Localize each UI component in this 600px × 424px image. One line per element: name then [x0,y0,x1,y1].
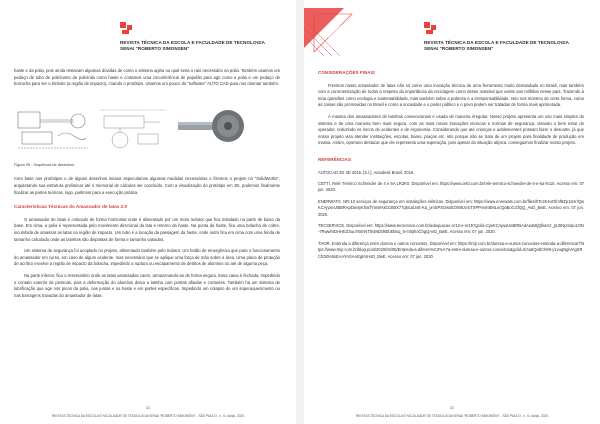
reference-item: ENERWATS. NR-10 serviços de segurança em instalações elétricas. Disponível em: https://www.enerwats.com.br/files/hTc2K4oOfrnf9Zp1sHr/QwKCAjyxeUt5BRApDw4yKfrarfYmWAkO1IBtX77qNcaUvE-Ka_ymSPSOwsEOW6zeSTXPPvvmBMLncQaBoCGfQQ_AvD_BwE. Acesso em: 07 jun. 2020. [318,198,584,217]
senai-logo-icon [120,22,136,38]
header-title-line-1: REVISTA TÉCNICA DA ESCOLA E FACULDADE DE TECNOLOGIA [120,40,265,45]
page-number: 32 [450,406,454,410]
reference-item: CETTI. Relé Térmico Schneider de 4 e 6A LR2K0. Disponível em: https://www.cetti.com.br/rele-termico-schneider-de-4-e-6a-lrx10. Acesso em: 07 jun. 2020. [318,180,584,193]
paragraph: Com base nos protótipos e de alguns desenhos iniciais especulamos algumas medidas necessárias e fizemos o projeto no "SolidWorks", arquitetando sua estrutura preliminar até o memorial de cálculos ser concluído. Com a visualização do protótipo em 3D, podemos finalmente finalizar as partes teóricas, logo, partimos para a execução prática. [14,176,280,195]
left-page [0,0,296,424]
figure-caption: Figura 05 - Sequência de desenhos. [14,162,76,167]
footer-text: REVISTA TÉCNICA DA ESCOLA E FACULDADE DE TECNOLOGIA SENAI "ROBERTO SIMONSEN" - SÃO PAULO - n. 5, out/jul. 2020 [52,414,244,418]
paragraph: Na parte inferior, fica o reservatório onde as latas amassadas caem, armazenando-as de forma segura. Essa caixa é fechada, impedindo o contato exterior de pessoas, pois a deformação do alumínio deixa a latinha com pontas afiadas e cortantes. Também há um sistema de lubrificação que age nos pinos da polia, nas juntas e na haste e em partes específicas. Impedindo um colapso de um superaquecimento ou nas barragens travadas do amassador de latas. [14,272,280,298]
page-footer [304,406,600,418]
paragraph: Fizemos nosso amassador de latas não só como uma inovação técnica de uma ferramenta muito demandada no Brasil, mas também com a conscientização de todos a respeito da importância da reciclagem como desse material que existe aos milhões nesse país. Trazendo à tona questões como ecologia e sustentabilidade, mas também sobre a pobreza e a irresponsabilidade. Isso nos mostrou de certa forma, como as coisas são promovidas no Brasil e como a sociedade e o poder público e o povo podem ser tratadas de forma mais aprimorada. [318,82,584,108]
paragraph: A maioria dos amassadores de latinhas convencionais é usada de maneira irregular. Nosso projeto apresenta um uso mais simples do sistema e de uma maneira bem mais segura, com as mais novas inovações técnicas e normas de segurança, visando o bem estar do operador, reduzindo os riscos de acidentes e de ergonomia. Considerando que até crianças e adolescentes possam fazer o descarte, já que nosso projeto visa atender instituições, escolas, bares, praças etc. isto porque não se trata de um projeto para finalidade de produção em massa. Assim, oportuno destacar que ele representa uma superação, pois apesar da situação atípica, conseguimos finalizar nosso projeto. [318,113,584,146]
page-header [424,22,584,51]
header-title-line-2: SENAI "ROBERTO SIMONSEN" [424,45,494,51]
reference-list [318,170,584,260]
senai-logo-icon [424,22,440,38]
cad-drawing-figure [98,102,168,154]
footer-text: REVISTA TÉCNICA DA ESCOLA E FACULDADE DE TECNOLOGIA SENAI "ROBERTO SIMONSEN" - SÃO PAULO - n. 5, out/jul. 2020 [356,414,548,418]
reference-item: TECSERVICE. Disponível em: https://www.tecservice.com.br/adequacao-nr12-e-nr15?gclid=CjwKCAjwxUeBRBAdAeaWjQlkaHJ_pU5Npm/pu1ON-7RwwhrDHHEZSuuYBmNTtIi4ND0kEbEBsq_6-m0jIhoChgQAvD_BwE. Acesso em: 07 jun. 2020. [318,222,584,235]
header-title-line-2: SENAI "ROBERTO SIMONSEN" [120,45,190,51]
sketch-drawing-figure [14,102,92,154]
page-number: 31 [146,406,150,410]
paragraph: O amassador de latas é colocado de forma horizontal onde é alimentado por um moto redutor que fica instalado na parte de baixo da base. Em cima, a polia é representada pelo movimento direcional da lata e retorno da haste. Na ponta da haste, fica uma bolacha de cobre, incumbida de amassar as latas na região de impacto. Um tubo é a locação da passagem da haste, onde outro fica em cima com uma fenda de tamanho calculado onde as latinhas são dispostas de forma e tamanho variados. [14,216,280,242]
paragraph: haste e da polia, pois ainda restavam algumas dúvidas de como o sistema agiria ou qual seria o raio necessário na polia. Também usamos um pedaço de tubo de policloreto de polivinila como haste e cortamos uma circunferência de papelão para agir como a polia e um pedaço de borracha para ser o êmbolo (a região de impacto), criando o protótipo. Usamos um pouco do "software" AUTO CAD para nos orientar também. [14,68,280,87]
header-title-line-1: REVISTA TÉCNICA DA ESCOLA E FACULDADE DE TECNOLOGIA [424,40,569,45]
right-page-body [318,70,584,265]
decorative-corner-graphic [304,8,368,56]
figure-sequence [14,96,280,160]
reference-item: AUTOCAD 2D 3D 2016. [S.l.]: Autodesk Brasil, 2016. [318,169,415,175]
3d-model-figure [174,100,246,156]
page-header [120,22,280,51]
section-heading: CONSIDERAÇÕES FINAIS [318,70,375,75]
reference-item: THOR. Entenda a diferença entre duresa e outros conceitos. Disponível em: https://tmjr.com.br/duresa-e-outros-conceitos-entenda-a-diferenca/?https://www.tmjr.com.br/blog-post/2020/04/05/Entenda-a-diferen%C3%A7a-entre-duresa-e-outros-conceitos&gclid=EAIaIQobChMI-y1vuqNgiVAgSRCh3I0A6sEAAYASAAEgKsHvD_BwE. Acesso em: 07 jun. 2020. [318,240,584,259]
paragraph: Um sistema de segurança foi acoplado no projeto, alimentado também pelo redutor. Um botão de emergência que para o funcionamento do amassador em curso, em caso de algum acidente, mas necessário que se aplique uma força de mão sobre a área. Uma placa de proteção de acrílico envolve a região de impacto da bolacha, impedindo a ruptura ou escapamento de detritos de alumínio ou até de alguma peça. [14,248,280,267]
references-heading: REFERÊNCIAS [318,156,351,162]
section-heading: Características Técnicas do Amassador de latas 2.0 [14,204,127,210]
left-page-body [14,68,280,304]
right-page [304,0,600,424]
page-footer [0,406,296,418]
